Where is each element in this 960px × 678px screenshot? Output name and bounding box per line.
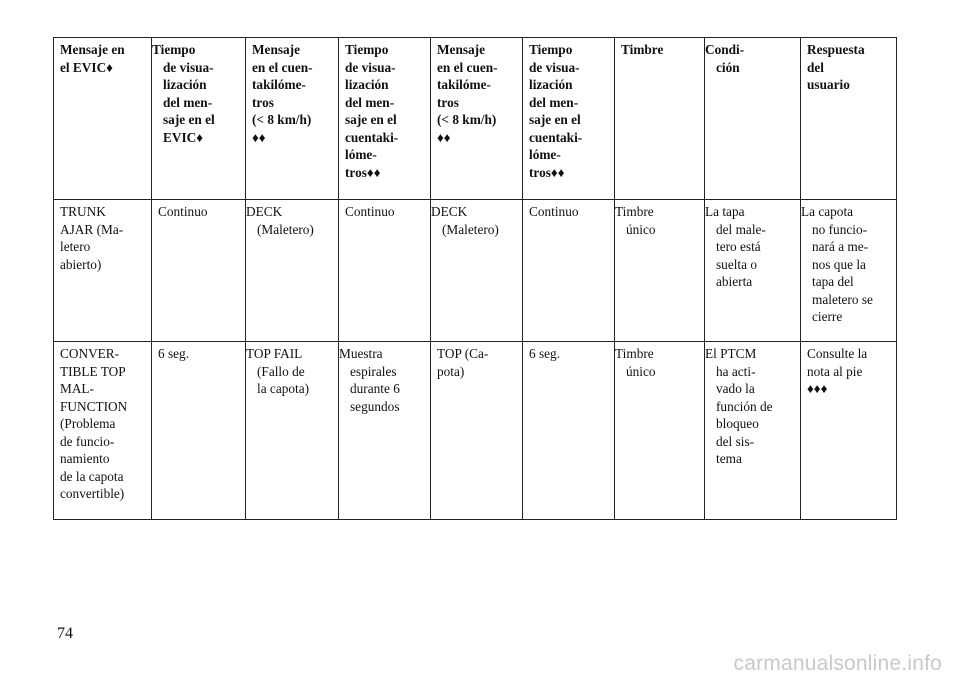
table-cell: 6 seg. bbox=[523, 342, 615, 520]
table-cell: DECK (Maletero) bbox=[431, 200, 523, 342]
table-cell: TOP FAIL (Fallo de la capota) bbox=[246, 342, 339, 520]
table-cell: Timbre único bbox=[615, 342, 705, 520]
table-cell: Timbre único bbox=[615, 200, 705, 342]
header-chime: Timbre bbox=[615, 38, 705, 200]
header-user-response: Respuesta del usuario bbox=[801, 38, 897, 200]
header-odometer-display-time: Tiempo de visua- lización del men- saje en el cuentaki- lóme- tros♦♦ bbox=[339, 38, 431, 200]
table-cell: Consulte la nota al pie ♦♦♦ bbox=[801, 342, 897, 520]
table-cell: CONVER- TIBLE TOP MAL- FUNCTION (Problema de funcio- namiento de la capota convertible) bbox=[54, 342, 152, 520]
table-cell: Continuo bbox=[523, 200, 615, 342]
header-odometer-message: Mensaje en el cuen- takilóme- tros (< 8 km/h) ♦♦ bbox=[246, 38, 339, 200]
table-cell: La tapa del male- tero está suelta o abierta bbox=[705, 200, 801, 342]
watermark[interactable]: carmanualsonline.info bbox=[733, 652, 942, 675]
table-header-row bbox=[54, 38, 897, 200]
page-number: 74 bbox=[57, 625, 73, 642]
header-condition: Condi- ción bbox=[705, 38, 801, 200]
table-cell: Continuo bbox=[339, 200, 431, 342]
header-evic-message: Mensaje en el EVIC♦ bbox=[54, 38, 152, 200]
header-odometer-display-time-2: Tiempo de visua- lización del men- saje en el cuentaki- lóme- tros♦♦ bbox=[523, 38, 615, 200]
table-cell: La capota no funcio- nará a me- nos que la tapa del maletero se cierre bbox=[801, 200, 897, 342]
header-odometer-message-2: Mensaje en el cuen- takilóme- tros (< 8 km/h) ♦♦ bbox=[431, 38, 523, 200]
table-cell: 6 seg. bbox=[152, 342, 246, 520]
table-row bbox=[54, 200, 897, 342]
table-row bbox=[54, 342, 897, 520]
table-cell: TRUNK AJAR (Ma- letero abierto) bbox=[54, 200, 152, 342]
evic-message-table bbox=[53, 37, 897, 520]
table-cell: Continuo bbox=[152, 200, 246, 342]
table-cell: DECK (Maletero) bbox=[246, 200, 339, 342]
table-cell: El PTCM ha acti- vado la función de bloqueo del sis- tema bbox=[705, 342, 801, 520]
table-cell: Muestra espirales durante 6 segundos bbox=[339, 342, 431, 520]
table-cell: TOP (Ca- pota) bbox=[431, 342, 523, 520]
header-evic-display-time: Tiempo de visua- lización del men- saje en el EVIC♦ bbox=[152, 38, 246, 200]
